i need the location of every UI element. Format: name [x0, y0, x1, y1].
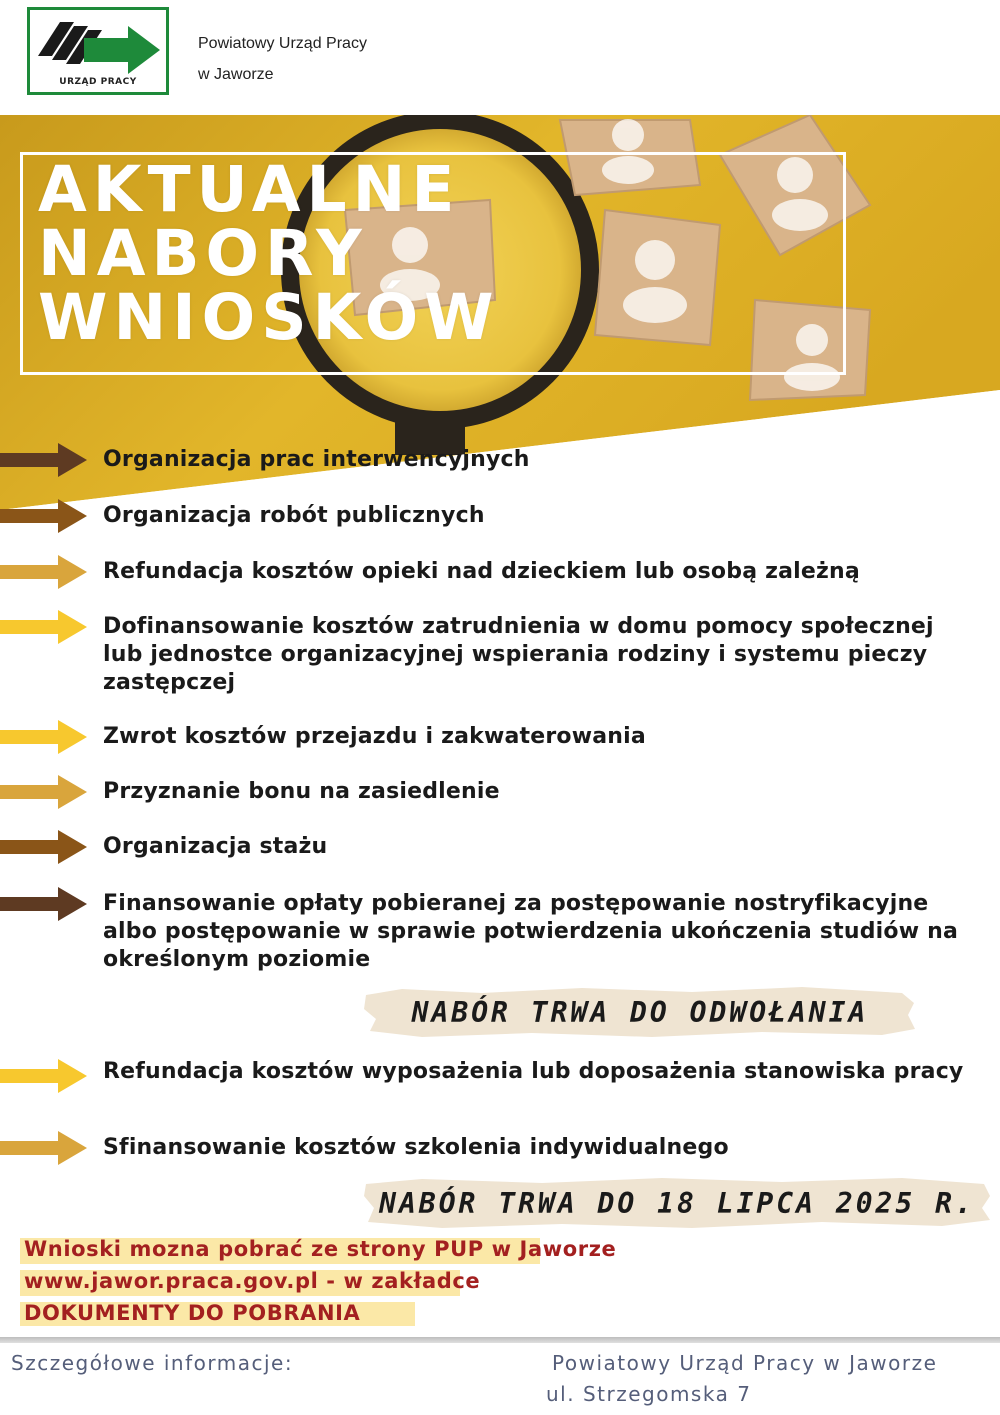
- list-item-label: Organizacja prac interwencyjnych: [103, 447, 530, 472]
- list-item-label: Zwrot kosztów przejazdu i zakwaterowania: [103, 724, 646, 749]
- office-name: [198, 28, 367, 90]
- office-name-line2: w Jaworze: [198, 66, 274, 83]
- arrow-right-icon: [0, 498, 88, 534]
- arrow-right-icon: [0, 554, 88, 590]
- list-item-label: Organizacja robót publicznych: [103, 503, 485, 528]
- list-item-label: Refundacja kosztów wyposażenia lub doposażenia stanowiska pracy: [103, 1059, 964, 1084]
- deadline-banner-2-text: NABÓR TRWA DO 18 LIPCA 2025 R.: [379, 1186, 975, 1220]
- hero-title-line3: WNIOSKÓW: [38, 281, 500, 354]
- footer-divider: [0, 1337, 1000, 1343]
- download-notice-line3: DOKUMENTY DO POBRANIA: [24, 1301, 361, 1325]
- office-name-line1: Powiatowy Urząd Pracy: [198, 35, 367, 52]
- deadline-banner-2: [362, 1176, 992, 1230]
- deadline-banner-1-text: NABÓR TRWA DO ODWOŁANIA: [411, 995, 869, 1029]
- list-item-label: Finansowanie opłaty pobieranej za postępowanie nostryfikacyjne albo postępowanie w sprawie potwierdzenia ukończenia studiów na określonym poziomie: [103, 891, 959, 972]
- arrow-right-icon: [0, 1058, 88, 1094]
- list-item-label: Przyznanie bonu na zasiedlenie: [103, 779, 500, 804]
- list-item-label: Sfinansowanie kosztów szkolenia indywidualnego: [103, 1135, 729, 1160]
- hero-title-line1: AKTUALNE: [38, 153, 461, 226]
- list-item-label: Refundacja kosztów opieki nad dzieckiem lub osobą zależną: [103, 559, 860, 584]
- footer-office-name: Powiatowy Urząd Pracy w Jaworze: [552, 1351, 938, 1375]
- list-item-label: Dofinansowanie kosztów zatrudnienia w domu pomocy społecznej lub jednostce organizacyjnej wspierania rodziny i systemu pieczy zastępczej: [103, 614, 934, 695]
- download-notice-line1: Wnioski mozna pobrać ze strony PUP w Jaworze: [24, 1237, 617, 1261]
- list-item-label: Organizacja stażu: [103, 834, 328, 859]
- hero-title-line2: NABORY: [38, 217, 368, 290]
- footer-office-address: ul. Strzegomska 7: [546, 1382, 752, 1406]
- arrow-right-icon: [0, 829, 88, 865]
- download-notice: [24, 1233, 616, 1329]
- hero-title: [38, 153, 500, 354]
- download-notice-link[interactable]: www.jawor.praca.gov.pl - w zakładce: [24, 1269, 481, 1293]
- logo-arrow-icon: [30, 12, 166, 74]
- arrow-right-icon: [0, 719, 88, 755]
- arrow-right-icon: [0, 1130, 88, 1166]
- footer-info-label: Szczegółowe informacje:: [11, 1351, 294, 1375]
- arrow-right-icon: [0, 609, 88, 645]
- arrow-right-icon: [0, 886, 88, 922]
- logo: [27, 7, 169, 95]
- arrow-right-icon: [0, 774, 88, 810]
- logo-text: URZĄD PRACY: [59, 77, 137, 87]
- arrow-right-icon: [0, 442, 88, 478]
- deadline-banner-1: [362, 985, 918, 1039]
